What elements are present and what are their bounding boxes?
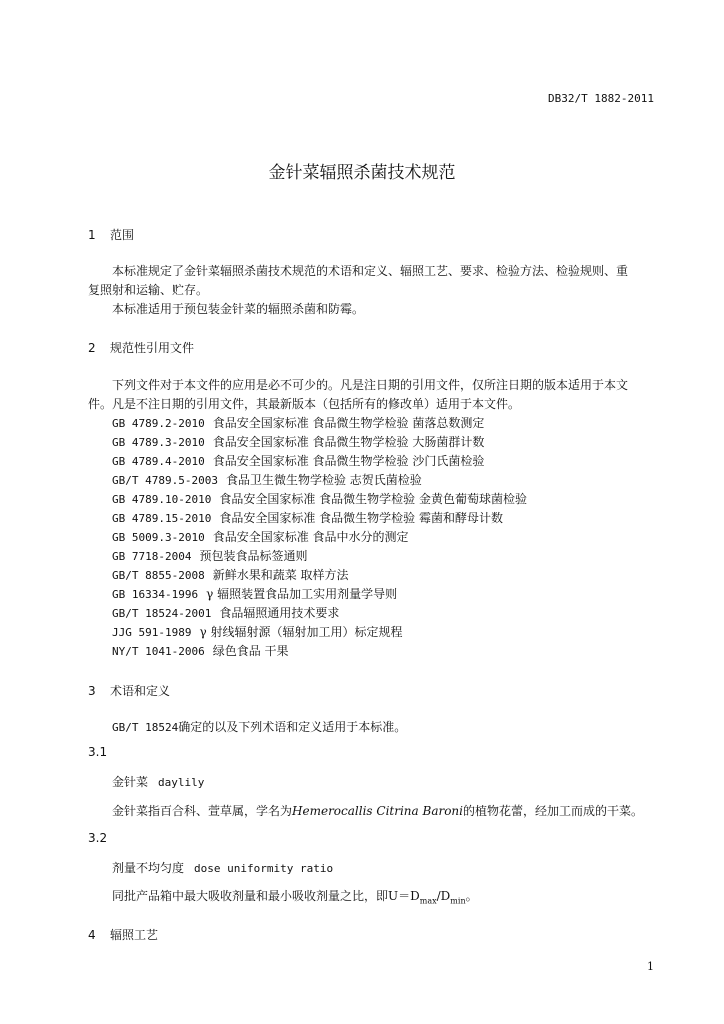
reference-name: γ 射线辐射源（辐射加工用）标定规程 [199,625,403,639]
scope-paragraph-line2: 复照射和运输、贮存。 [88,283,209,297]
reference-name: 新鲜水果和蔬菜 取样方法 [212,568,349,582]
term-chinese: 金针菜 [112,775,149,789]
definition-text: 。 [465,889,478,903]
section-number: 4 [88,928,96,942]
reference-item [112,585,397,602]
reference-code: GB 4789.4-2010 [112,455,205,468]
reference-item [112,414,484,431]
term-english: daylily [158,776,205,789]
term-3-1-definition [112,802,643,819]
terms-intro [112,718,406,735]
section-title: 术语和定义 [110,684,171,698]
reference-item [112,471,422,488]
reference-name: 食品安全国家标准 食品中水分的测定 [212,530,409,544]
reference-name: 绿色食品 干果 [212,644,289,658]
reference-code: GB/T 18524-2001 [112,607,212,620]
reference-name: 食品辐照通用技术要求 [219,606,340,620]
reference-item [112,566,349,583]
reference-name: 食品安全国家标准 食品微生物学检验 沙门氏菌检验 [212,454,485,468]
subscript-min: min [450,896,466,906]
reference-item [112,642,289,659]
section-1-heading [88,226,134,243]
reference-code: GB 4789.3-2010 [112,436,205,449]
reference-item [112,604,339,621]
terms-intro-code: GB/T 18524 [112,721,179,734]
definition-text: /D [436,889,451,903]
reference-name: γ 辐照装置食品加工实用剂量学导则 [206,587,398,601]
reference-code: GB/T 8855-2008 [112,569,205,582]
reference-code: GB 4789.2-2010 [112,417,205,430]
definition-text: 同批产品箱中最大吸收剂量和最小吸收剂量之比，即U＝D [112,889,420,903]
reference-code: GB/T 4789.5-2003 [112,474,218,487]
scientific-name: Hemerocallis Citrina Baroni [292,804,463,818]
definition-text: 的植物花蕾，经加工而成的干菜。 [463,804,644,818]
references-intro-line1: 下列文件对于本文件的应用是必不可少的。凡是注日期的引用文件，仅所注日期的版本适用于本文 [112,378,629,392]
section-title: 规范性引用文件 [110,341,195,355]
section-4-heading [88,926,158,943]
reference-code: GB 16334-1996 [112,588,199,601]
reference-name: 食品安全国家标准 食品微生物学检验 大肠菌群计数 [212,435,485,449]
term-3-1-number: 3.1 [88,745,108,759]
reference-code: NY/T 1041-2006 [112,645,205,658]
document-code: DB32/T 1882-2011 [548,92,654,105]
reference-item [112,547,308,564]
section-number: 3 [88,684,96,698]
reference-code: GB 5009.3-2010 [112,531,205,544]
section-3-heading [88,682,170,699]
document-title: 金针菜辐照杀菌技术规范 [268,163,456,183]
reference-item [112,509,503,526]
term-english: dose uniformity ratio [194,862,334,875]
references-intro-line2: 件。凡是不注日期的引用文件，其最新版本（包括所有的修改单）适用于本文件。 [88,397,521,411]
reference-code: GB 4789.15-2010 [112,512,212,525]
reference-item [112,623,402,640]
reference-name: 食品安全国家标准 食品微生物学检验 金黄色葡萄球菌检验 [219,492,527,506]
term-3-2-definition [112,887,478,905]
scope-paragraph-2: 本标准适用于预包装金针菜的辐照杀菌和防霉。 [112,302,365,316]
reference-code: GB 4789.10-2010 [112,493,212,506]
reference-name: 食品安全国家标准 食品微生物学检验 菌落总数测定 [212,416,485,430]
reference-item [112,490,527,507]
term-3-1 [112,773,204,790]
definition-text: 金针菜指百合科、萱草属，学名为 [112,804,293,818]
term-chinese: 剂量不均匀度 [112,861,185,875]
term-3-2 [112,859,333,876]
terms-intro-text: 确定的以及下列术语和定义适用于本标准。 [178,720,407,734]
term-3-2-number: 3.2 [88,831,108,845]
reference-item [112,528,409,545]
section-number: 1 [88,228,96,242]
reference-code: JJG 591-1989 [112,626,192,639]
section-title: 范围 [110,228,135,242]
reference-item [112,433,484,450]
section-2-heading [88,339,194,356]
subscript-max: max [419,896,437,906]
reference-item [112,452,484,469]
section-title: 辐照工艺 [110,928,159,942]
section-number: 2 [88,341,96,355]
scope-paragraph-line1: 本标准规定了金针菜辐照杀菌技术规范的术语和定义、辐照工艺、要求、检验方法、检验规则、重 [112,264,629,278]
reference-code: GB 7718-2004 [112,550,192,563]
reference-name: 预包装食品标签通则 [199,549,308,563]
page-number: 1 [647,960,654,973]
reference-name: 食品安全国家标准 食品微生物学检验 霉菌和酵母计数 [219,511,503,525]
reference-name: 食品卫生微生物学检验 志贺氏菌检验 [225,473,422,487]
